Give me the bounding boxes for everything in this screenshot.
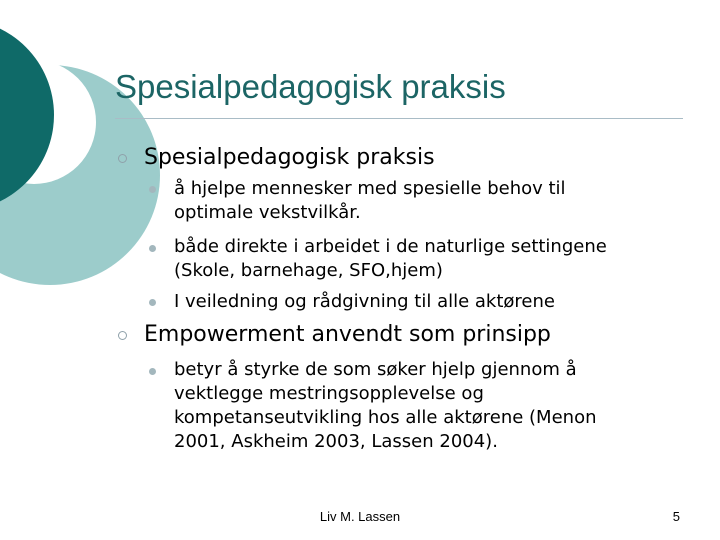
- sub-bullet-line: å hjelpe mennesker med spesielle behov til: [174, 178, 566, 199]
- sub-bullet-line: 2001, Askheim 2003, Lassen 2004).: [174, 431, 498, 452]
- sub-bullet-line: I veiledning og rådgivning til alle aktørene: [174, 291, 555, 312]
- sub-bullet-line: kompetanseutvikling hos alle aktørene (Menon: [174, 407, 597, 428]
- dot-bullet-icon: [149, 299, 156, 306]
- sub-bullet-line: optimale vekstvilkår.: [174, 202, 361, 223]
- footer-author: Liv M. Lassen: [319, 509, 401, 524]
- circle-bullet-icon: [118, 331, 127, 340]
- page-number: 5: [672, 509, 680, 524]
- sub-bullet-line: betyr å styrke de som søker hjelp gjennom å: [174, 359, 577, 380]
- dot-bullet-icon: [149, 245, 156, 252]
- title-divider: [115, 118, 683, 119]
- bullet-text: Spesialpedagogisk praksis: [144, 145, 435, 170]
- bullet-text: Empowerment anvendt som prinsipp: [144, 322, 551, 347]
- dot-bullet-icon: [149, 368, 156, 375]
- slide-title: Spesialpedagogisk praksis: [115, 68, 506, 105]
- sub-bullet-line: (Skole, barnehage, SFO,hjem): [174, 260, 443, 281]
- dot-bullet-icon: [149, 186, 156, 193]
- circle-bullet-icon: [118, 154, 127, 163]
- sub-bullet-line: både direkte i arbeidet i de naturlige settingene: [174, 236, 607, 257]
- sub-bullet-line: vektlegge mestringsopplevelse og: [174, 383, 484, 404]
